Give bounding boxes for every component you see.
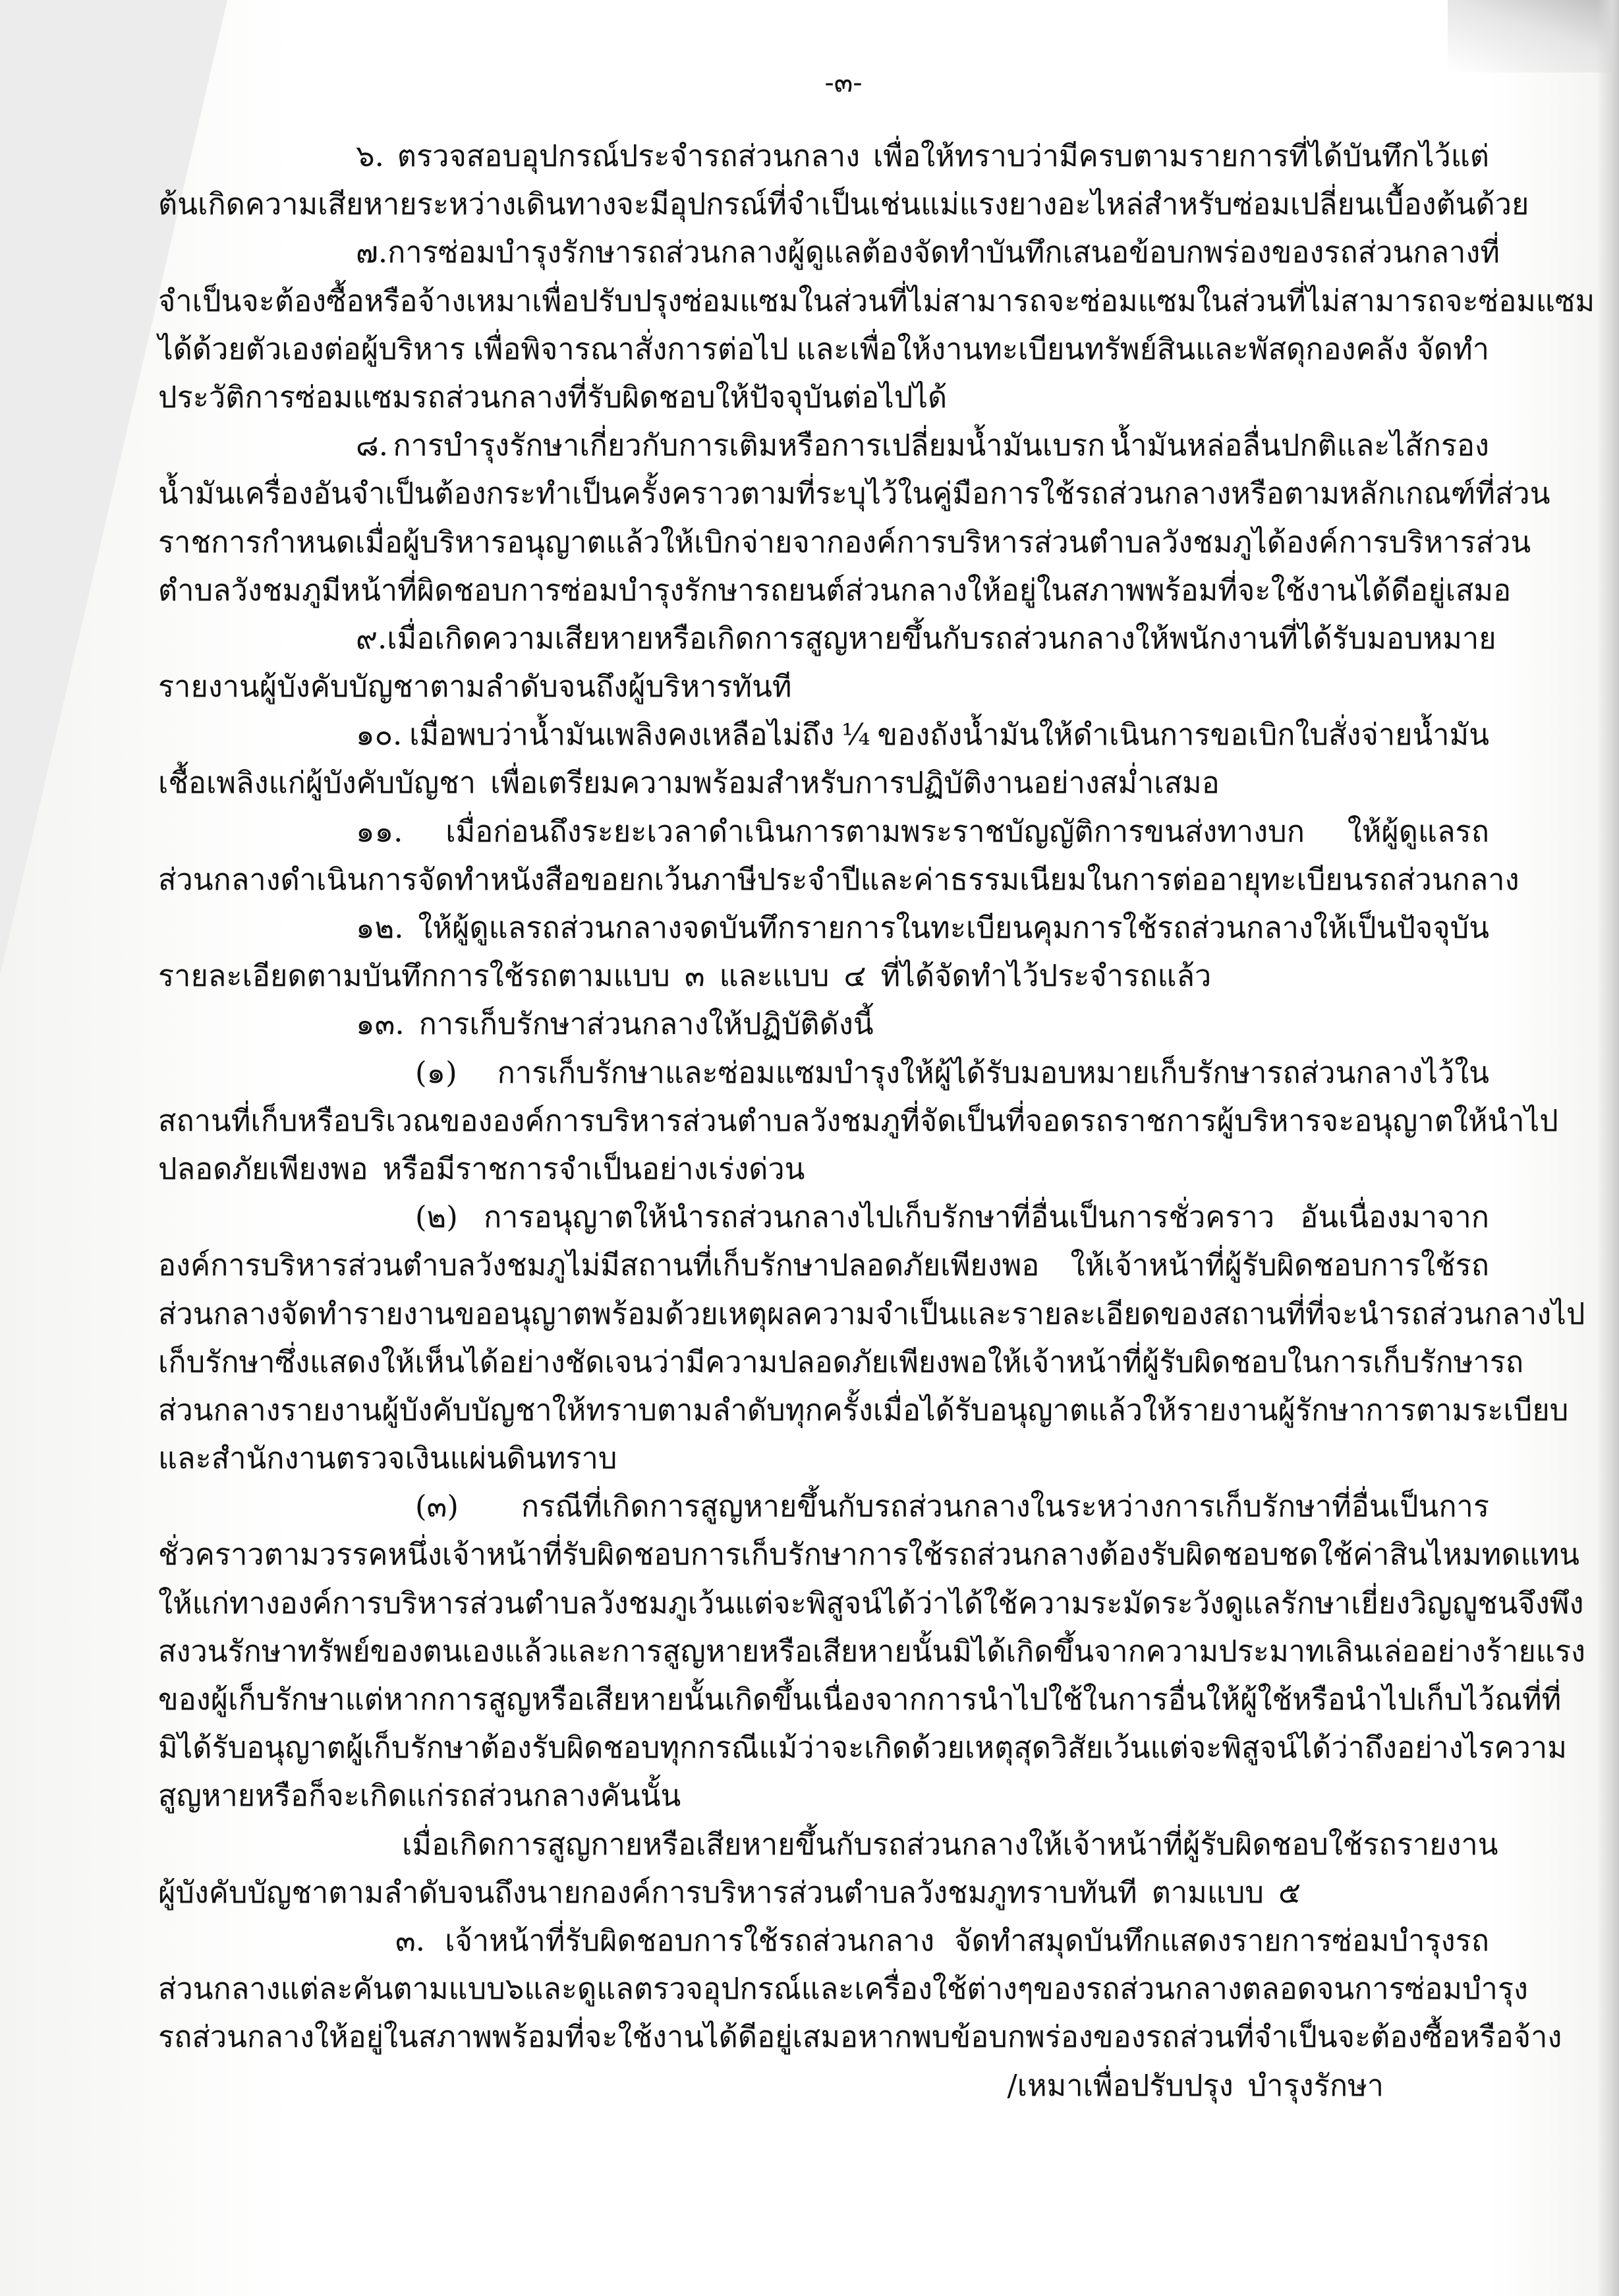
text-segment: (๒) [415,1199,458,1235]
text-line [158,1627,1585,1675]
text-line [158,1820,1498,1868]
text-segment: ให้ผู้ดูแลรถส่วนกลางจดบันทึกรายการในทะเบียนคุมการใช้รถส่วนกลางให้เป็นปัจจุบัน [418,910,1489,945]
text-segment: จะมีอุปกรณ์ที่จำเป็น [616,187,870,222]
text-line [158,1434,1489,1482]
text-segment: ตรวจสอบอุปกรณ์ประจำรถส่วนกลาง [397,138,861,173]
text-segment: ให้เจ้าหน้าที่ผู้รับผิดชอบใช้รถรายงาน [1028,1826,1498,1862]
text-segment: ให้เจ้าหน้าที่ผู้รับผิดชอบการใช้รถ [1070,1248,1489,1283]
text-line [158,904,1489,952]
text-line [158,1530,1579,1578]
text-segment: ส่วนกลาง [158,1392,281,1427]
text-segment: ตามแบบ [1151,1874,1264,1910]
text-segment: ที่ได้จัดทำไว้ประจำรถแล้ว [880,958,1212,994]
text-line [158,2013,1562,2061]
text-line [158,1771,1489,1820]
text-line [158,1193,1489,1241]
text-segment: เมื่อเกิดการสูญกายหรือเสียหายขึ้นกับรถส่วนกลาง [402,1826,1029,1862]
text-segment: จำเป็นจะต้องซื้อหรือจ้างเหมาเพื่อปรับปรุงซ่อมแซมในส่วนที่ไม่สามารถจะซ่อมแซมในส่วนที่ไม่สามารถจะซ่อมแซม [158,283,1595,318]
text-segment: อันเนื่องมาจาก [1300,1199,1489,1235]
text-segment: ๑๒. [356,910,404,945]
text-line [158,1675,1562,1723]
text-segment: เพื่อพิจารณาสั่งการต่อไป [473,331,789,366]
text-segment: ให้เจ้าหน้าที่ผู้รับผิดชอบในการเก็บรักษารถ [987,1344,1524,1379]
text-segment: แม้ว่าจะเกิดด้วยเหตุสุดวิสัยเว้นแต่จะพิสูจน์ได้ว่าถึงอย่างไรความ [758,1730,1567,1765]
text-line [158,1097,1558,1145]
text-segment: ได้ด้วยตัวเองต่อผู้บริหาร [158,331,466,366]
text-segment: ประวัติการซ่อมแซมรถส่วนกลางที่รับผิดชอบให้ปัจจุบันต่อไปได้ [158,379,948,415]
text-segment: และแบบ [719,958,830,994]
text-segment: การอนุญาตให้นำรถส่วนกลางไปเก็บรักษาที่อื่นเป็นการชั่วคราว [483,1199,1275,1235]
text-segment: ส่วนกลางดำเนินการจัดทำหนังสือขอยกเว้นภาษีประจำปีและค่าธรรมเนียมในการต่ออายุทะเบียนรถส่วนกลาง [158,861,1520,897]
text-segment: ยางอะไหล่ [1008,187,1144,222]
text-line [158,1290,1585,1338]
text-segment: ซึ่งแสดงให้เห็นได้อย่างชัดเจนว่ามีความปลอดภัยเพียงพอ [275,1344,988,1379]
text-segment: จัดทำ [1416,331,1489,366]
text-line [158,2061,1489,2109]
text-segment: บำรุงรักษา [1247,2067,1384,2103]
text-segment: การบำรุงรักษาเกี่ยวกับการเติมหรือการเปลี่ยมน้ำมันเบรก [393,428,1106,463]
text-line [158,952,1489,1000]
text-segment: รถส่วนกลางให้อยู่ในสภาพพร้อมที่จะใช้งานได้ดีอยู่เสมอ [158,2019,859,2055]
text-line [158,710,1489,759]
scan-corner-shadow [1448,0,1619,72]
text-line [158,373,1489,421]
text-segment: รายงานผู้บังคับบัญชาตามลำดับจนถึงผู้บริหารทันที [158,669,792,704]
text-line [158,662,1489,710]
text-segment: ๓ [684,958,705,994]
text-segment: เมื่อผู้บริหารอนุญาตแล้วให้เบิกจ่ายจากองค์การบริหารส่วนตำบลวังชมภูได้ [355,524,1286,560]
text-segment: แม่แรง [921,187,1009,222]
text-segment: ปลอดภัยเพียงพอ [158,1151,368,1186]
text-segment: และเพื่อให้งานทะเบียนทรัพย์สินและพัสดุกองคลัง [796,331,1409,366]
text-segment: /เหมาเพื่อปรับปรุง [1007,2067,1234,2103]
text-segment: และดูแลตรวจอุปกรณ์และเครื่องใช้ต่างๆ [524,1971,1034,2007]
text-segment: ณ [1494,1682,1522,1717]
text-segment: ๓. [395,1922,426,1958]
text-segment: เมื่อก่อนถึงระยะเวลาดำเนินการตามพระราชบัญญัติการขนส่งทางบก [445,813,1305,849]
text-segment: ผู้บังคับบัญชาตามลำดับจนถึงนายกองค์การบริหารส่วนตำบลวังชมภูทราบทันที [158,1874,1137,1910]
text-line [158,325,1489,373]
text-segment: น้ำมันหล่อลื่นปกติและไส้กรอง [1110,428,1489,463]
text-segment: เจ้าหน้าที่รับผิดชอบการเก็บรักษาการใช้รถส่วนกลางต้องรับผิดชอบชดใช้ค่าสินไหมทดแทน [441,1537,1579,1572]
text-segment: เชื้อเพลิงแก่ผู้บังคับบัญชา [158,765,476,801]
text-segment: เพื่อให้ทราบว่ามีครบตามรายการที่ได้บันทึกไว้แต่ [873,138,1489,173]
text-line [158,469,1550,517]
text-segment: ให้ผู้ดูแลรถ [1347,813,1489,849]
text-segment: ๖ [505,1971,525,2007]
text-segment: ชั่วคราวตามวรรคหนึ่ง [158,1537,442,1572]
text-line [158,1579,1584,1627]
text-segment: ตามแบบ [393,1971,505,2007]
text-segment: ๘. [356,428,389,463]
text-segment: เจ้าหน้าที่รับผิดชอบการใช้รถส่วนกลาง [445,1922,935,1958]
text-segment: มิได้รับอนุญาต [158,1730,346,1765]
text-segment: ให้แก่ทางองค์การบริหารส่วนตำบลวังชมภู [158,1585,688,1621]
text-segment: การซ่อมบำรุงรักษารถส่วนกลาง [387,235,788,270]
text-segment: สูญหายหรือก็จะเกิดแก่รถส่วนกลางคันนั้น [158,1778,681,1814]
text-segment: ราชการกำหนด [158,524,355,560]
text-segment: รายงานผู้บังคับบัญชาให้ทราบตามลำดับทุกครั้ง [280,1392,873,1427]
text-line [158,132,1489,180]
text-line [158,277,1595,325]
text-segment: เว้นแต่จะพิสูจน์ได้ว่าได้ใช้ความระมัดระวังดูแลรักษาเยี่ยงวิญญูชนจึงพึง [687,1585,1584,1621]
text-line [158,180,1529,228]
text-segment: ๗. [356,235,388,270]
text-line [158,1482,1489,1530]
text-segment: ตำบลวังชมภูมีหน้าที่ผิดชอบการซ่อมบำรุงรักษารถยนต์ส่วนกลางให้อยู่ในสภาพพร้อมที่จะใช้งานได้ดีอยู่เสมอ [158,572,1512,608]
text-segment: รายละเอียดตามบันทึกการใช้รถตามแบบ [158,958,670,994]
text-line [158,1965,1528,2013]
text-segment: ๕ [1278,1874,1301,1910]
text-segment: กรณีที่เกิดการสูญหายขึ้นกับรถส่วนกลางในระหว่างการเก็บรักษาที่อื่นเป็นการ [521,1489,1489,1524]
text-segment: การเก็บรักษาและซ่อมแซมบำรุงให้ผู้ได้รับมอบหมายเก็บรักษารถส่วนกลางไว้ใน [497,1054,1489,1090]
text-segment: เมื่อพบว่าน้ำมันเพลิงคงเหลือไม่ถึง [409,717,835,753]
text-segment: น้ำมันเครื่อง [158,476,314,511]
text-segment: สงวนรักษาทรัพย์ของตนเองแล้ว [158,1633,559,1669]
text-segment: และสำนักงานตรวจเงินแผ่นดินทราบ [158,1441,617,1476]
text-line [158,614,1496,662]
text-line [158,518,1531,566]
text-segment: แต่หากการสูญหรือเสียหายนั้นเกิดขึ้นเนื่องจากการนำไปใช้ในการอื่นให้ผู้ใช้หรือนำไปเก็บไว้ [345,1682,1495,1717]
text-line [158,1241,1489,1289]
text-segment: ที่ที่ [1521,1682,1562,1717]
text-segment: ต้นเกิดความเสียหายระหว่างเดินทาง [158,187,617,222]
text-segment: เมื่อเกิดความเสียหายหรือเกิดการสูญหายขึ้นกับรถส่วนกลางให้พนักงานที่ได้รับมอบหมาย [387,620,1496,656]
text-segment: สำหรับซ่อมเปลี่ยนเบื้องต้นด้วย [1143,187,1529,222]
text-segment: (๓) [415,1489,459,1524]
text-line [158,807,1489,855]
text-segment: สถานที่เก็บหรือบริเวณขององค์การบริหารส่วนตำบลวังชมภูที่จัดเป็นที่จอดรถราชการ [158,1103,1217,1138]
text-line [158,1048,1489,1097]
text-segment: ๑๑. [356,813,403,849]
text-line [158,1916,1489,1965]
text-segment: ๔ [843,958,866,994]
text-line [158,855,1520,904]
text-segment: ๑๐. [356,717,403,753]
text-segment: หรือมีราชการจำเป็นอย่างเร่งด่วน [382,1151,805,1186]
text-segment: ของถังน้ำมันให้ดำเนินการขอเบิกใบสั่งจ่ายน้ำมัน [877,717,1489,753]
text-segment: ๙. [356,620,387,656]
text-line [158,759,1489,807]
text-segment: การเก็บรักษาส่วนกลางให้ปฏิบัติดังนี้ [418,1006,874,1042]
text-line [158,421,1489,469]
text-line [158,1386,1569,1434]
text-segment: ผู้บริหารจะอนุญาตให้นำไป [1216,1103,1558,1138]
text-segment: ตลอดจนการซ่อมบำรุง [1241,1971,1528,2007]
text-segment: ๖. [356,138,384,173]
page-number: -๓- [824,66,863,98]
document-body [158,132,1595,2109]
text-line [158,228,1500,276]
text-segment: องค์การบริหารส่วน [1286,524,1531,560]
text-segment: ผู้ดูแลต้องจัดทำบันทึกเสนอข้อบกพร่องของรถส่วนกลางที่ [787,235,1500,270]
text-segment: เมื่อได้รับอนุญาตแล้วให้รายงานผู้รักษาการตามระเบียบ [872,1392,1569,1427]
text-segment: ๑๓. [356,1006,405,1042]
text-segment: (๑) [415,1054,457,1090]
text-segment: ¼ [841,717,870,753]
text-segment: จัดทำสมุดบันทึกแสดงรายการซ่อมบำรุงรถ [954,1922,1489,1958]
text-segment: เช่น [870,187,921,222]
text-segment: เพื่อเตรียมความพร้อมสำหรับการปฏิบัติงานอย่างสม่ำเสมอ [490,765,1220,801]
text-line [158,566,1512,614]
text-segment: ส่วนกลางแต่ละคัน [158,1971,393,2007]
text-segment: เก็บรักษา [158,1344,275,1379]
text-segment: หากพบข้อบกพร่องของรถส่วนที่จำเป็นจะต้องซื้อหรือจ้าง [858,2019,1562,2055]
text-segment: ส่วนกลางจัดทำรายงานขออนุญาตพร้อมด้วยเหตุผลความจำเป็นและรายละเอียดของสถานที่ที่จะนำรถส่วนกลางไป [158,1296,1585,1331]
text-line [158,1145,1489,1193]
text-segment: อันจำเป็นต้องกระทำเป็นครั้งคราวตามที่ระบุไว้ในคู่มือการใช้รถส่วนกลางหรือตามหลักเกณฑ์ที่ส่วน [313,476,1550,511]
text-segment: และการสูญหายหรือเสียหายนั้นมิได้เกิดขึ้นจากความประมาทเลินเล่ออย่างร้ายแรง [558,1633,1585,1669]
scan-edge-shadow [1597,0,1619,2296]
text-segment: ของผู้เก็บรักษา [158,1682,345,1717]
text-segment: ของรถส่วนกลาง [1033,1971,1242,2007]
text-segment: องค์การบริหารส่วนตำบลวังชมภูไม่มีสถานที่เก็บรักษาปลอดภัยเพียงพอ [158,1248,1040,1283]
text-segment: ผู้เก็บรักษาต้องรับผิดชอบทุกกรณี [345,1730,759,1765]
text-line [158,1868,1489,1916]
text-line [158,1000,1489,1048]
text-line [158,1723,1567,1771]
text-line [158,1338,1524,1386]
